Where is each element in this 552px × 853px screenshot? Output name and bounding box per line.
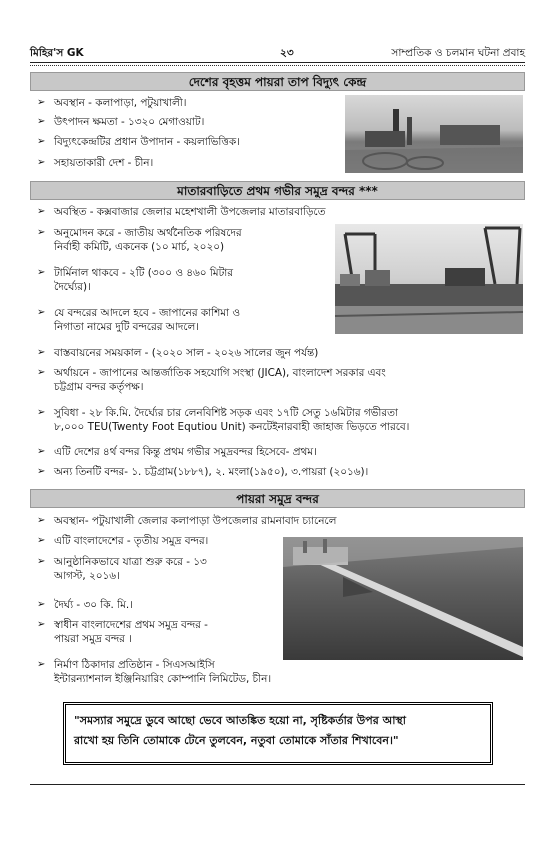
- page-number: ২৩: [280, 47, 294, 59]
- list-item: ➢ দৈর্ঘ্য - ৩০ কি. মি.।: [37, 599, 133, 611]
- arrow-bullet-icon: ➢: [37, 367, 46, 378]
- list-item: ➢ অর্থায়নে - জাপানের আন্তর্জাতিক সহযোগি সংস্থা (JICA), বাংলাদেশ সরকার এবং চট্টগ্রাম বন্দর কর্তৃপক্ষ।: [37, 367, 386, 393]
- list-item: ➢ আনুষ্ঠানিকভাবে যাত্রা শুরু করে - ১৩ আগস্ট, ২০১৬।: [37, 556, 207, 582]
- arrow-bullet-icon: ➢: [37, 599, 46, 610]
- power-plant-photo: [345, 95, 523, 173]
- arrow-bullet-icon: ➢: [37, 136, 46, 147]
- list-item: ➢ অন্য তিনটি বন্দর- ১. চট্টগ্রাম(১৮৮৭), ২. মংলা(১৯৫০), ৩.পায়রা (২০১৬)।: [37, 466, 369, 478]
- list-item: ➢ উৎপাদন ক্ষমতা - ১৩২০ মেগাওয়াট।: [37, 116, 205, 128]
- arrow-bullet-icon: ➢: [37, 659, 46, 670]
- arrow-bullet-icon: ➢: [37, 227, 46, 238]
- list-item: ➢ সহায়তাকারী দেশ - চীন।: [37, 157, 154, 169]
- list-item: ➢ নির্মাণ ঠিকাদার প্রতিষ্ঠান - সিএসআইসি ইন্টারন্যাশনাল ইঞ্জিনিয়ারিং কোম্পানি লিমিটেড, চীন।: [37, 659, 272, 685]
- list-item: ➢ অনুমোদন করে - জাতীয় অর্থনৈতিক পরিষদের নির্বাহী কমিটি, একনেক (১০ মার্চ, ২০২০): [37, 227, 242, 253]
- chapter-title: সাম্প্রতিক ও চলমান ঘটনা প্রবাহ: [391, 47, 525, 59]
- list-item: ➢ টার্মিনাল থাকবে - ২টি (৩০০ ও ৪৬০ মিটার দৈর্ঘ্যের)।: [37, 267, 233, 293]
- header-dotted-rule: [30, 65, 525, 66]
- page-header: [30, 46, 525, 60]
- arrow-bullet-icon: ➢: [37, 466, 46, 477]
- container-port-photo: [335, 224, 523, 334]
- list-item: ➢ স্বাধীন বাংলাদেশের প্রথম সমুদ্র বন্দর - পায়রা সমুদ্র বন্দর ।: [37, 619, 208, 645]
- quote-line: "সমস্যার সমুদ্রে ডুবে আছো ভেবে আতঙ্কিত হয়ো না, সৃষ্টিকর্তার উপর আস্থা: [74, 714, 406, 727]
- arrow-bullet-icon: ➢: [37, 619, 46, 630]
- quote-box: [63, 702, 493, 765]
- list-item: ➢ যে বন্দরের আদলে হবে - জাপানের কাশিমা ও নিগাতা নামের দুটি বন্দরের আদলে।: [37, 307, 241, 333]
- header-rule: [30, 62, 525, 63]
- arrow-bullet-icon: ➢: [37, 407, 46, 418]
- section-title-matarbari-port: মাতারবাড়িতে প্রথম গভীর সমুদ্র বন্দর ***: [30, 181, 525, 200]
- list-item: ➢ বিদ্যুৎকেন্দ্রটির প্রধান উপাদান - কয়লাভিত্তিক।: [37, 136, 240, 148]
- arrow-bullet-icon: ➢: [37, 446, 46, 457]
- arrow-bullet-icon: ➢: [37, 116, 46, 127]
- arrow-bullet-icon: ➢: [37, 535, 46, 546]
- seaport-jetty-photo: [283, 537, 523, 660]
- list-item: ➢ এটি দেশের ৪র্থ বন্দর কিন্তু প্রথম গভীর সমুদ্রবন্দর হিসেবে- প্রথম।: [37, 446, 317, 458]
- arrow-bullet-icon: ➢: [37, 97, 46, 108]
- book-title: মিহির'স GK: [30, 47, 84, 59]
- list-item: ➢ এটি বাংলাদেশের - তৃতীয় সমুদ্র বন্দর।: [37, 535, 209, 547]
- list-item: ➢ অবস্থান - কলাপাড়া, পটুয়াখালী।: [37, 97, 187, 109]
- list-item: ➢ অবস্থান- পটুয়াখালী জেলার কলাপাড়া উপজেলার রামনাবাদ চ্যানেলে: [37, 515, 337, 527]
- section-title-payra-seaport: পায়রা সমুদ্র বন্দর: [30, 489, 525, 508]
- list-item: ➢ সুবিধা - ২৮ কি.মি. দৈর্ঘ্যের চার লেনবিশিষ্ট সড়ক এবং ১৭টি সেতু ১৬মিটার গভীরতা ৮,০০০ TEU(Twenty Foot Equtiou Unit) কনটেইনারবাহী জাহাজ ভিড়তে পারবে।: [37, 407, 410, 433]
- list-item: ➢ বাস্তবায়নের সময়কাল - (২০২০ সাল - ২০২৬ সালের জুন পর্যন্ত): [37, 347, 319, 359]
- quote-line: রাখো হয় তিনি তোমাকে টেনে তুলবেন, নতুবা তোমাকে সাঁতার শিখাবেন।": [74, 734, 399, 747]
- arrow-bullet-icon: ➢: [37, 556, 46, 567]
- section-title-payra-power-plant: দেশের বৃহত্তম পায়রা তাপ বিদ্যুৎ কেন্দ্র: [30, 72, 525, 91]
- list-item: ➢ অবস্থিত - কক্সবাজার জেলার মহেশখালী উপজেলার মাতারবাড়িতে: [37, 206, 326, 218]
- arrow-bullet-icon: ➢: [37, 515, 46, 526]
- arrow-bullet-icon: ➢: [37, 267, 46, 278]
- arrow-bullet-icon: ➢: [37, 307, 46, 318]
- arrow-bullet-icon: ➢: [37, 206, 46, 217]
- arrow-bullet-icon: ➢: [37, 157, 46, 168]
- footer-rule: [30, 784, 525, 785]
- arrow-bullet-icon: ➢: [37, 347, 46, 358]
